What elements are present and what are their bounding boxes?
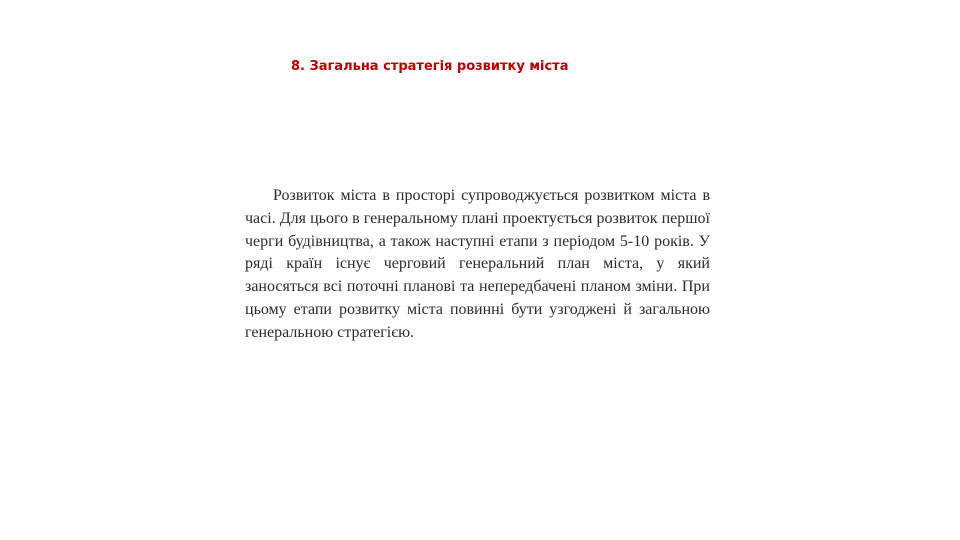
slide-title: 8. Загальна стратегія розвитку міста bbox=[291, 59, 569, 74]
slide-body-paragraph: Розвиток міста в просторі супроводжується розвитком міста в часі. Для цього в генеральному плані проектується розвиток першої черги будівництва, а також наступні етапи з періодом 5-10 років. У ряді країн існує черговий генеральний план міста, у який заносяться всі поточні планові та непередбачені планом зміни. При цьому етапи розвитку міста повинні бути узгоджені й загальною генеральною стратегією. bbox=[245, 187, 710, 341]
